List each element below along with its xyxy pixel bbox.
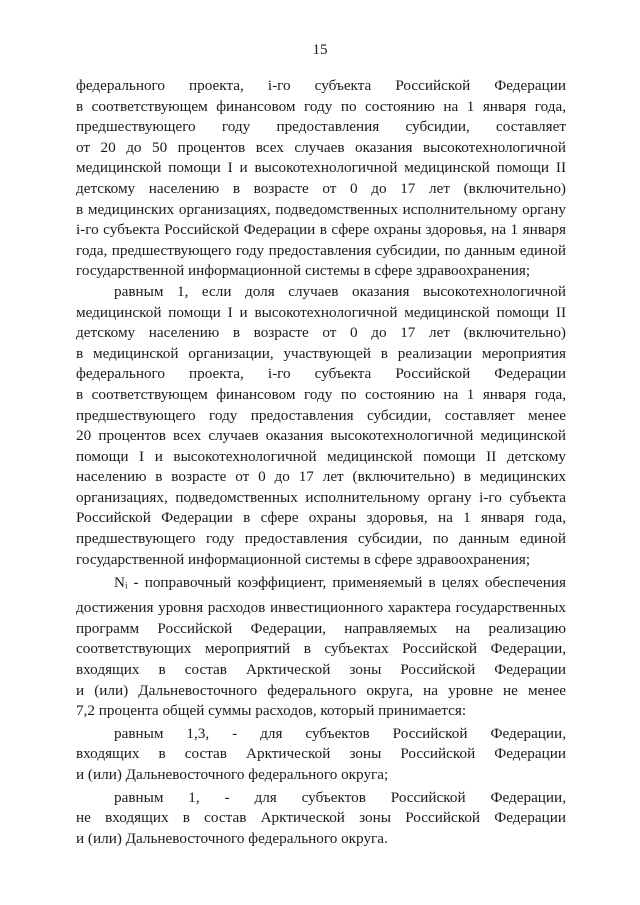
- text-line: населению в возрасте от 0 до 17 лет (включительно) в медицинских: [76, 468, 566, 486]
- text-line: медицинской помощи I и высокотехнологичной медицинской помощи II: [76, 303, 566, 321]
- text-line: предшествующего году предоставления субсидии, по данным единой: [76, 530, 566, 548]
- text-line: i-го субъекта Российской Федерации в сфере охраны здоровья, на 1 января: [76, 221, 566, 239]
- text-line: в медицинской организации, участвующей в реализации мероприятия: [76, 344, 566, 362]
- text-line: входящих в состав Арктической зоны Российской Федерации: [76, 745, 566, 763]
- text-line: от 20 до 50 процентов всех случаев оказания высокотехнологичной: [76, 138, 566, 156]
- text-line: в медицинских организациях, подведомственных исполнительному органу: [76, 200, 566, 218]
- document-body: [76, 76, 566, 849]
- text-line: программ Российской Федерации, направляемых на реализацию: [76, 619, 566, 637]
- text-line: в соответствующем финансовом году по состоянию на 1 января года,: [76, 97, 566, 115]
- text-line: федерального проекта, i-го субъекта Российской Федерации: [76, 77, 566, 94]
- text-line: государственной информационной системы в сфере здравоохранения;: [76, 262, 531, 280]
- text-line: 7,2 процента общей суммы расходов, который принимается:: [76, 702, 467, 720]
- paragraph-start-line: равным 1, если доля случаев оказания высокотехнологичной: [114, 282, 566, 300]
- text-line: 20 процентов всех случаев оказания высокотехнологичной медицинской: [76, 427, 566, 445]
- text-line: входящих в состав Арктической зоны Российской Федерации: [76, 661, 566, 679]
- text-line: достижения уровня расходов инвестиционного характера государственных: [76, 599, 566, 617]
- paragraph-start-line: равным 1, - для субъектов Российской Федерации,: [114, 788, 566, 806]
- text-line: организациях, подведомственных исполнительному органу i-го субъекта: [76, 488, 566, 506]
- text-line: и (или) Дальневосточного федерального округа, на уровне не менее: [76, 681, 566, 699]
- text-line: Российской Федерации в сфере охраны здоровья, на 1 января года,: [76, 509, 566, 527]
- text-line: детскому населению в возрасте от 0 до 17 лет (включительно): [76, 324, 566, 342]
- text-line: медицинской помощи I и высокотехнологичной медицинской помощи II: [76, 159, 566, 177]
- text-line: предшествующего году предоставления субсидии, составляет: [76, 118, 566, 136]
- text-line: федерального проекта, i-го субъекта Российской Федерации: [76, 365, 566, 383]
- text-line: года, предшествующего году предоставления субсидии, по данным единой: [76, 241, 566, 259]
- text-line: и (или) Дальневосточного федерального округа;: [76, 766, 389, 783]
- text-line: и (или) Дальневосточного федерального округа.: [76, 829, 388, 847]
- text-line: предшествующего году предоставления субсидии, составляет менее: [76, 406, 566, 424]
- text-line: государственной информационной системы в сфере здравоохранения;: [76, 550, 531, 568]
- paragraph-start-line: равным 1,3, - для субъектов Российской Федерации,: [114, 724, 566, 742]
- text-line: помощи I и высокотехнологичной медицинской помощи II детскому: [76, 447, 566, 465]
- text-line: соответствующих мероприятий в субъектах Российской Федерации,: [76, 640, 566, 658]
- paragraph-start-line: Nᵢ - поправочный коэффициент, применяемый в целях обеспечения: [114, 574, 566, 592]
- page-number: 15: [312, 42, 328, 58]
- text-line: в соответствующем финансовом году по состоянию на 1 января года,: [76, 385, 566, 403]
- text-line: детскому населению в возрасте от 0 до 17 лет (включительно): [76, 179, 566, 197]
- text-line: не входящих в состав Арктической зоны Российской Федерации: [76, 809, 566, 827]
